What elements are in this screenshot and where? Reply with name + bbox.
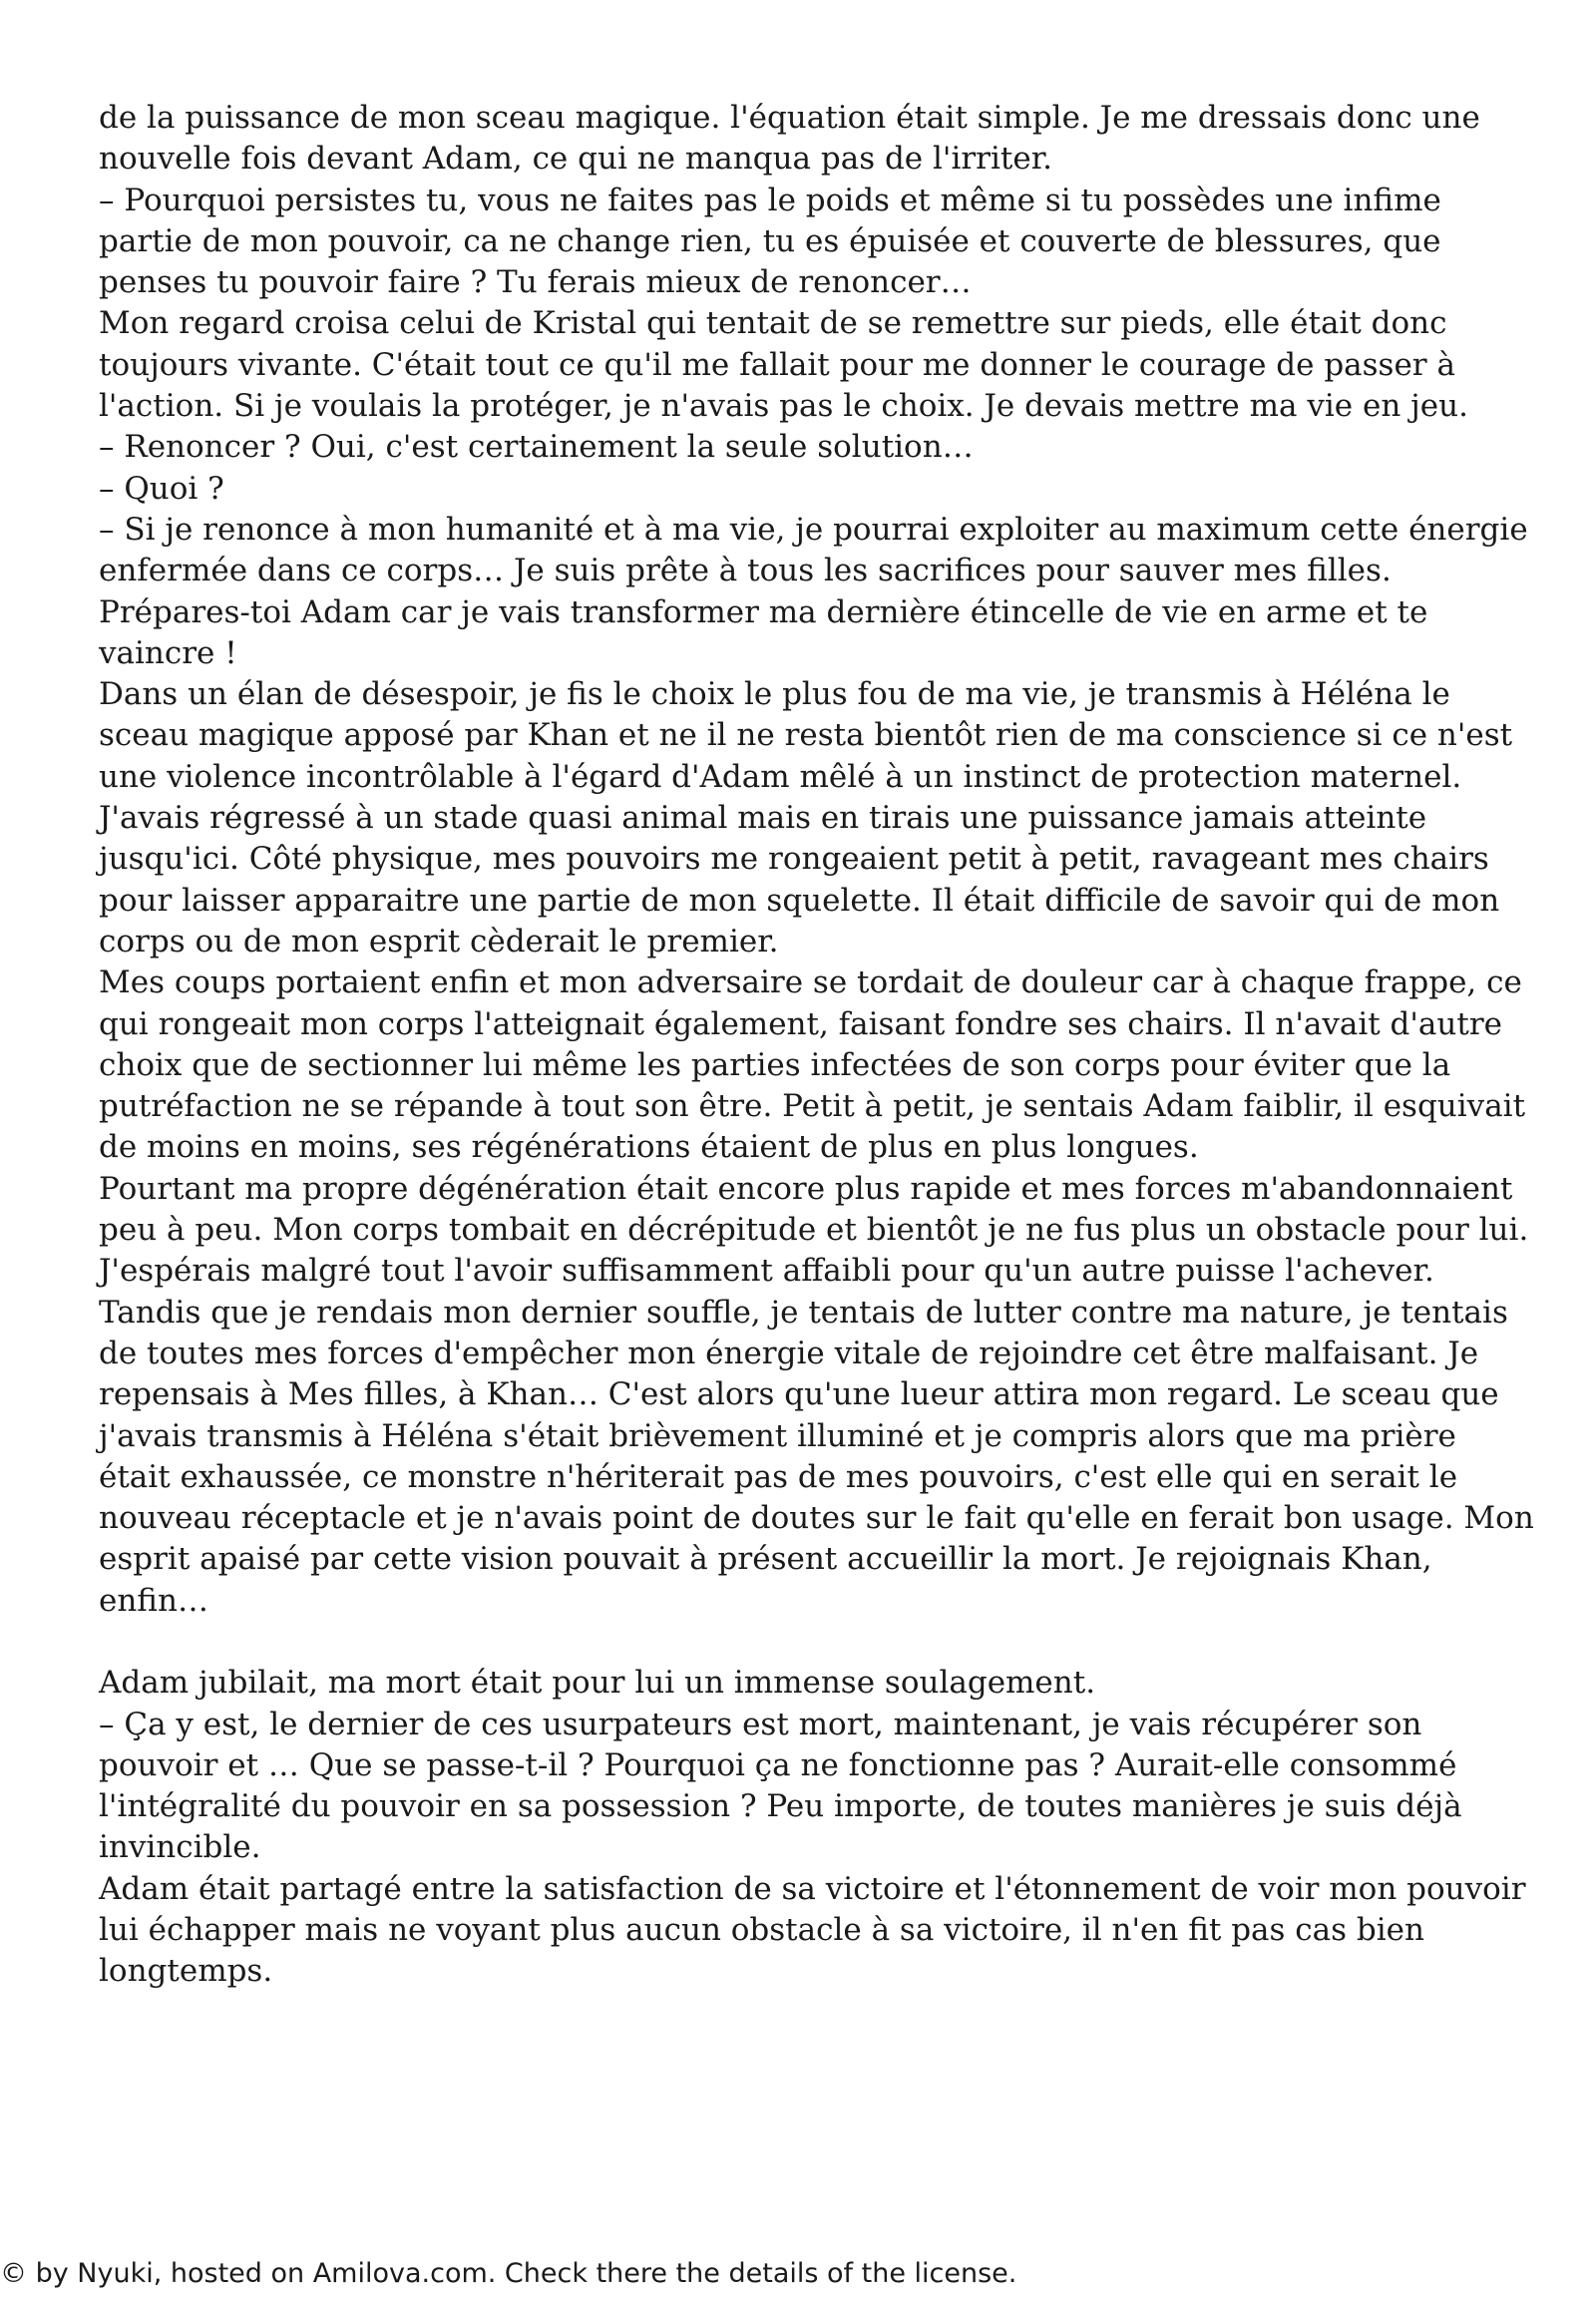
dialogue-line: – Ça y est, le dernier de ces usurpateurs est mort, maintenant, je vais récupérer son pouvoir et … Que se passe-t-il ? Pourquoi ça ne fonctionne pas ? Aurait-elle consommé l'intégralité du pouvoir en sa possession ? Peu importe, de toutes manières je suis déjà invincible.	[99, 1706, 1462, 1866]
dialogue-line: – Si je renonce à mon humanité et à ma vie, je pourrai exploiter au maximum cette énergie enfermée dans ce corps… Je suis prête à tous les sacrifices pour sauver mes filles. Prépares-toi Adam car je vais transformer ma dernière étincelle de vie en arme et te vaincre !	[99, 511, 1528, 671]
blank-line	[99, 1622, 1535, 1663]
dialogue-line: – Pourquoi persistes tu, vous ne faites pas le poids et même si tu possèdes une infime partie de mon pouvoir, ca ne change rien, tu es épuisée et couverte de blessures, que penses tu pouvoir faire ? Tu ferais mieux de renoncer…	[99, 182, 1441, 301]
paragraph: Dans un élan de désespoir, je fis le choix le plus fou de ma vie, je transmis à Héléna le sceau magique apposé par Khan et ne il ne resta bientôt rien de ma conscience si ce n'est une violence incontrôlable à l'égard d'Adam mêlé à un instinct de protection maternel. J'avais régressé à un stade quasi animal mais en tirais une puissance jamais atteinte jusqu'ici. Côté physique, mes pouvoirs me rongeaient petit à petit, ravageant mes chairs pour laisser apparaitre une partie de mon squelette. Il était difficile de savoir qui de mon corps ou de mon esprit cèderait le premier.	[99, 676, 1513, 959]
dialogue-line: – Renoncer ? Oui, c'est certainement la seule solution…	[99, 429, 974, 466]
paragraph: de la puissance de mon sceau magique. l'équation était simple. Je me dressais donc une nouvelle fois devant Adam, ce qui ne manqua pas de l'irriter.	[99, 100, 1480, 178]
paragraph: Pourtant ma propre dégénération était encore plus rapide et mes forces m'abandonnaient peu à peu. Mon corps tombait en décrépitude et bientôt je ne fus plus un obstacle pour lui. J'espérais malgré tout l'avoir suffisamment affaibli pour qu'un autre puisse l'achever.	[99, 1170, 1529, 1290]
paragraph: Mes coups portaient enfin et mon adversaire se tordait de douleur car à chaque frappe, ce qui rongeait mon corps l'atteignait également, faisant fondre ses chairs. Il n'avait d'autre choix que de sectionner lui même les parties infectées de son corps pour éviter que la putréfaction ne se répande à tout son être. Petit à petit, je sentais Adam faiblir, il esquivait de moins en moins, ses régénérations étaient de plus en plus longues.	[99, 964, 1526, 1166]
story-text	[99, 98, 1535, 1993]
dialogue-line: – Quoi ?	[99, 470, 224, 507]
paragraph: Adam jubilait, ma mort était pour lui un immense soulagement.	[99, 1665, 1096, 1702]
paragraph: Mon regard croisa celui de Kristal qui tentait de se remettre sur pieds, elle était donc toujours vivante. C'était tout ce qu'il me fallait pour me donner le courage de passer à l'action. Si je voulais la protéger, je n'avais pas le choix. Je devais mettre ma vie en jeu.	[99, 305, 1468, 425]
copyright-footer: © by Nyuki, hosted on Amilova.com. Check there the details of the license.	[0, 2258, 1017, 2289]
paragraph: Adam était partagé entre la satisfaction de sa victoire et l'étonnement de voir mon pouvoir lui échapper mais ne voyant plus aucun obstacle à sa victoire, il n'en fit pas cas bien longtemps.	[99, 1870, 1526, 1990]
paragraph: Tandis que je rendais mon dernier souffle, je tentais de lutter contre ma nature, je tentais de toutes mes forces d'empêcher mon énergie vitale de rejoindre cet être malfaisant. Je repensais à Mes filles, à Khan… C'est alors qu'une lueur attira mon regard. Le sceau que j'avais transmis à Héléna s'était brièvement illuminé et je compris alors que ma prière était exhaussée, ce monstre n'hériterait pas de mes pouvoirs, c'est elle qui en serait le nouveau réceptacle et je n'avais point de doutes sur le fait qu'elle en ferait bon usage. Mon esprit apaisé par cette vision pouvait à présent accueillir la mort. Je rejoignais Khan, enfin…	[99, 1294, 1534, 1619]
